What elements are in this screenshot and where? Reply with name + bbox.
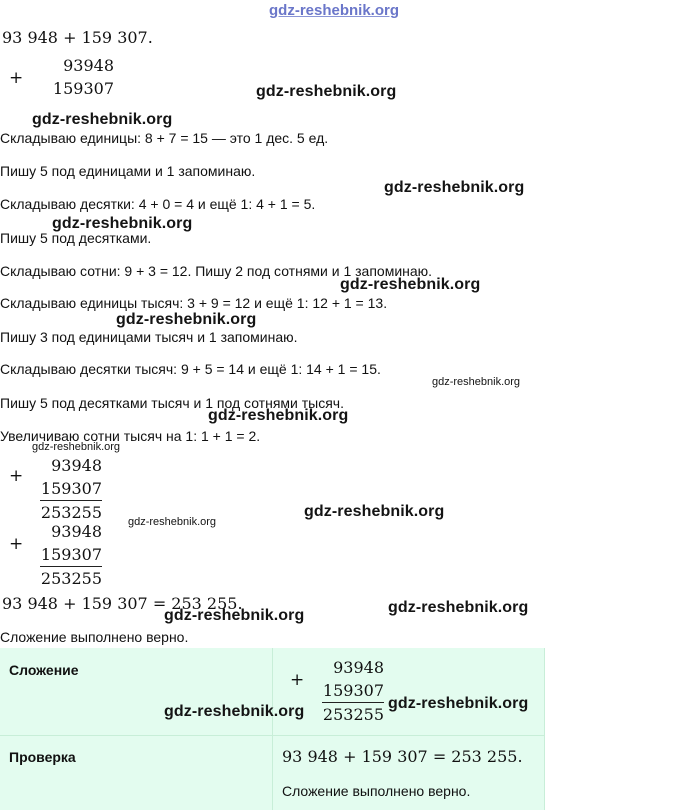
addend-a: 93948 xyxy=(51,522,102,541)
step-3: Складываю десятки: 4 + 0 = 4 и ещё 1: 4 + 1 = 5. xyxy=(0,196,316,212)
watermark: gdz-reshebnik.org xyxy=(256,83,397,100)
column-addition-2 xyxy=(40,454,102,524)
table-divider xyxy=(0,735,544,736)
table-divider xyxy=(272,648,273,810)
column-addition-1 xyxy=(40,54,114,100)
watermark: gdz-reshebnik.org xyxy=(128,516,217,528)
watermark: gdz-reshebnik.org xyxy=(116,311,257,328)
addend-a: 93948 xyxy=(333,658,384,677)
watermark: gdz-reshebnik.org xyxy=(388,695,529,712)
plus-sign: + xyxy=(9,466,24,486)
step-2: Пишу 5 под единицами и 1 запоминаю. xyxy=(0,163,256,179)
step-7: Пишу 3 под единицами тысяч и 1 запоминаю. xyxy=(0,329,298,345)
addend-b: 159307 xyxy=(40,545,102,564)
plus-sign: + xyxy=(290,670,305,690)
step-8: Складываю десятки тысяч: 9 + 5 = 14 и ещё 1: 14 + 1 = 15. xyxy=(0,361,381,377)
plus-sign: + xyxy=(9,534,24,554)
table-label-addition: Сложение xyxy=(9,662,79,678)
column-addition-3 xyxy=(40,520,102,590)
step-6: Складываю единицы тысяч: 3 + 9 = 12 и ещё 1: 12 + 1 = 13. xyxy=(0,295,388,311)
table-divider xyxy=(544,648,545,810)
site-header-link[interactable]: gdz-reshebnik.org xyxy=(269,2,400,19)
watermark: gdz-reshebnik.org xyxy=(164,703,305,720)
addend-a: 93948 xyxy=(51,456,102,475)
watermark: gdz-reshebnik.org xyxy=(304,503,445,520)
watermark: gdz-reshebnik.org xyxy=(208,407,349,424)
watermark: gdz-reshebnik.org xyxy=(432,376,521,388)
result-expression: 93 948 + 159 307 = 253 255. xyxy=(2,594,243,613)
plus-sign: + xyxy=(9,68,24,88)
watermark: gdz-reshebnik.org xyxy=(32,111,173,128)
step-4: Пишу 5 под десятками. xyxy=(0,230,152,246)
watermark: gdz-reshebnik.org xyxy=(340,276,481,293)
conclusion: Сложение выполнено верно. xyxy=(0,629,189,645)
watermark: gdz-reshebnik.org xyxy=(388,599,529,616)
table-check-expression: 93 948 + 159 307 = 253 255. xyxy=(282,747,523,766)
step-5: Складываю сотни: 9 + 3 = 12. Пишу 2 под сотнями и 1 запоминаю. xyxy=(0,263,433,279)
step-1: Складываю единицы: 8 + 7 = 15 — это 1 дес. 5 ед. xyxy=(0,130,329,146)
sum: 253255 xyxy=(40,566,102,590)
watermark: gdz-reshebnik.org xyxy=(164,607,305,624)
watermark: gdz-reshebnik.org xyxy=(384,179,525,196)
table-check-note: Сложение выполнено верно. xyxy=(282,783,471,799)
table-label-check: Проверка xyxy=(9,749,76,765)
addend-b: 159307 xyxy=(40,479,102,498)
step-10: Увеличиваю сотни тысяч на 1: 1 + 1 = 2. xyxy=(0,428,261,444)
step-9: Пишу 5 под десятками тысяч и 1 под сотнями тысяч. xyxy=(0,395,344,411)
watermark: gdz-reshebnik.org xyxy=(52,215,193,232)
watermark: gdz-reshebnik.org xyxy=(32,441,121,453)
expression: 93 948 + 159 307. xyxy=(2,28,153,47)
addend-b: 159307 xyxy=(322,681,384,700)
table-column-addition xyxy=(322,656,384,726)
sum: 253255 xyxy=(322,702,384,726)
sum: 253255 xyxy=(40,500,102,524)
addend-a: 93948 xyxy=(63,56,114,75)
addend-b: 159307 xyxy=(52,79,114,98)
